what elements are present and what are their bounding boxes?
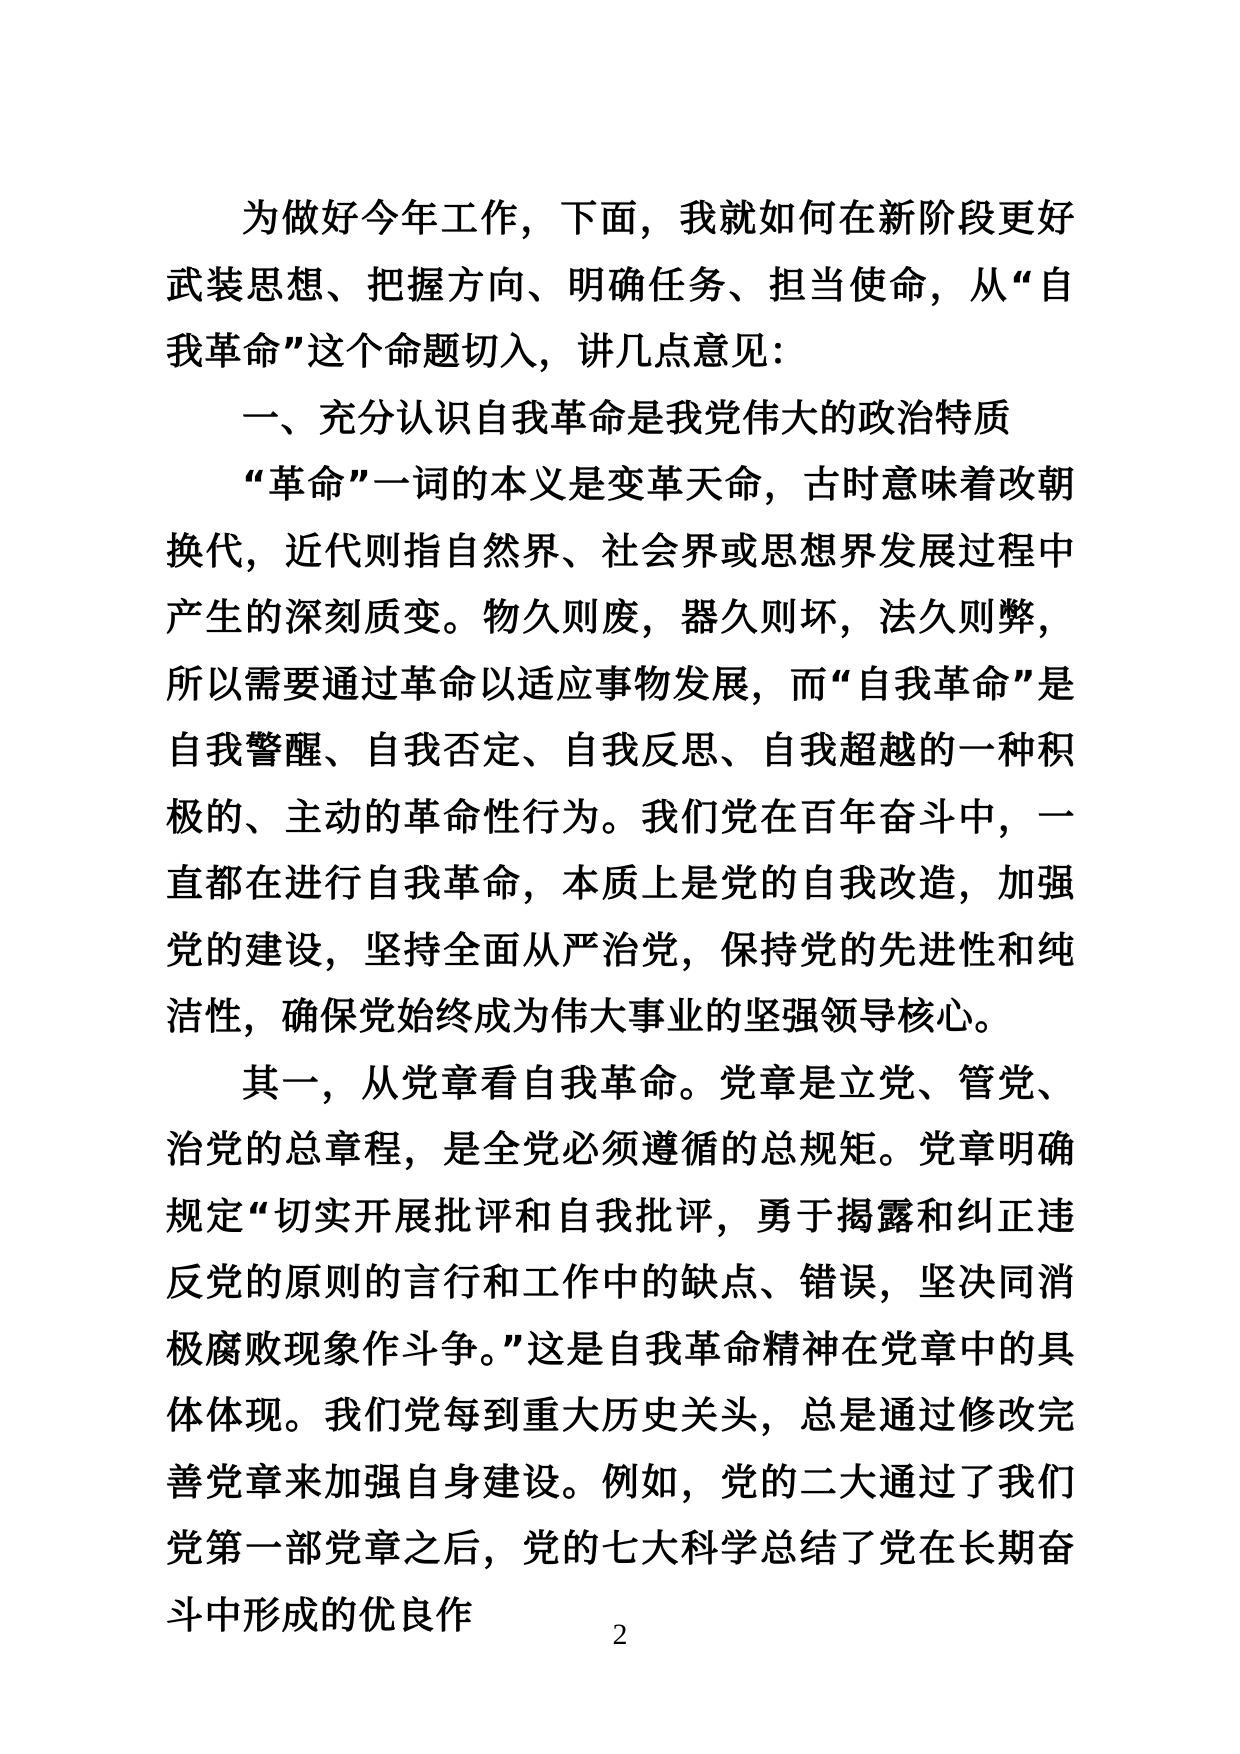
- body-paragraph: 其一，从党章看自我革命。党章是立党、管党、治党的总章程，是全党必须遵循的总规矩。党章明确规定“切实开展批评和自我批评，勇于揭露和纠正违反党的原则的言行和工作中的缺点、错误，坚决同消极腐败现象作斗争。”这是自我革命精神在党章中的具体体现。我们党每到重大历史关头，总是通过修改完善党章来加强自身建设。例如，党的二大通过了我们党第一部党章之后，党的七大科学总结了党在长期奋斗中形成的优良作: [166, 1061, 1076, 1637]
- document-body: [166, 186, 1076, 1649]
- page-number: 2: [612, 1618, 628, 1651]
- intro-paragraph: 为做好今年工作，下面，我就如何在新阶段更好武装思想、把握方向、明确任务、担当使命，从“自我革命”这个命题切入，讲几点意见：: [166, 197, 1076, 373]
- section-heading: 一、充分认识自我革命是我党伟大的政治特质: [242, 396, 1012, 440]
- body-paragraph: “革命”一词的本义是变革天命，古时意味着改朝换代，近代则指自然界、社会界或思想界发展过程中产生的深刻质变。物久则废，器久则坏，法久则弊，所以需要通过革命以适应事物发展，而“自我革命”是自我警醒、自我否定、自我反思、自我超越的一种积极的、主动的革命性行为。我们党在百年奋斗中，一直都在进行自我革命，本质上是党的自我改造，加强党的建设，坚持全面从严治党，保持党的先进性和纯洁性，确保党始终成为伟大事业的坚强领导核心。: [166, 463, 1076, 1038]
